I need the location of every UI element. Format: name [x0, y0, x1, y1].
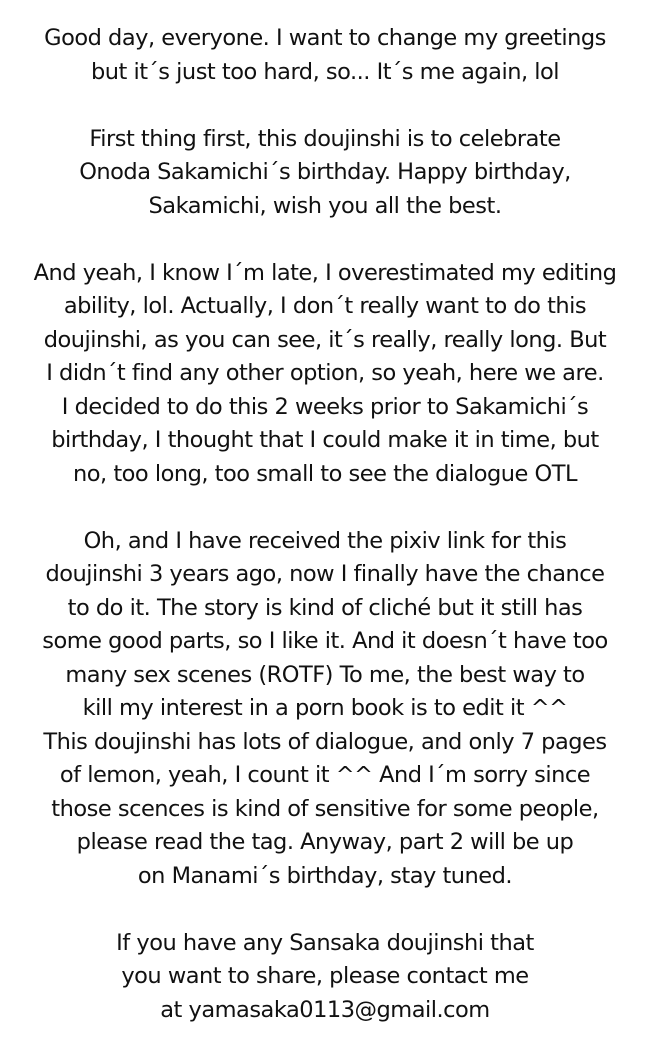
- text-line: some good parts, so I like it. And it doesn´t have too: [42, 628, 608, 654]
- greeting-paragraph: [15, 22, 635, 89]
- text-line: Onoda Sakamichi´s birthday. Happy birthday,: [79, 159, 571, 185]
- text-line: Good day, everyone. I want to change my greetings: [44, 25, 606, 51]
- paragraph-gap: [0, 491, 650, 525]
- text-line: those scences is kind of sensitive for some people,: [51, 795, 599, 822]
- text-line: And yeah, I know I´m late, I overestimated my editing: [33, 259, 617, 286]
- text-line: Oh, and I have received the pixiv link for this: [83, 527, 567, 554]
- text-line: birthday, I thought that I could make it in time, but: [51, 427, 599, 453]
- text-line: Sakamichi, wish you all the best.: [148, 192, 502, 219]
- text-line: to do it. The story is kind of cliché but it still has: [67, 594, 583, 621]
- text-line: ability, lol. Actually, I don´t really want to do this: [63, 293, 587, 319]
- text-line: First thing first, this doujinshi is to celebrate: [89, 125, 561, 152]
- paragraph-gap: [0, 223, 650, 257]
- paragraph-gap: [0, 893, 650, 927]
- text-line: This doujinshi has lots of dialogue, and only 7 pages: [43, 728, 607, 755]
- text-line: I decided to do this 2 weeks prior to Sakamichi´s: [61, 393, 589, 420]
- text-line: many sex scenes (ROTF) To me, the best way to: [65, 661, 585, 688]
- paragraph-gap: [0, 89, 650, 123]
- text-line: please read the tag. Anyway, part 2 will be up: [76, 829, 574, 855]
- text-line: If you have any Sansaka doujinshi that: [116, 929, 534, 956]
- birthday-paragraph: [15, 123, 635, 224]
- text-line: doujinshi, as you can see, it´s really, really long. But: [43, 326, 607, 353]
- text-line: but it´s just too hard, so... It´s me again, lol: [90, 58, 560, 85]
- text-line: I didn´t find any other option, so yeah, here we are.: [46, 360, 604, 386]
- story-paragraph: [15, 525, 635, 894]
- text-line: of lemon, yeah, I count it ^^ And I´m sorry since: [59, 762, 591, 788]
- text-line: on Manami´s birthday, stay tuned.: [137, 862, 513, 889]
- text-line: kill my interest in a porn book is to edit it ^^: [82, 695, 568, 721]
- text-line: doujinshi 3 years ago, now I finally have the chance: [45, 561, 605, 587]
- text-line: no, too long, too small to see the dialogue OTL: [72, 460, 578, 487]
- text-line: you want to share, please contact me: [121, 963, 529, 989]
- contact-email-line: at yamasaka0113@gmail.com: [160, 996, 490, 1023]
- apology-paragraph: [15, 257, 635, 492]
- contact-paragraph: [15, 927, 635, 1028]
